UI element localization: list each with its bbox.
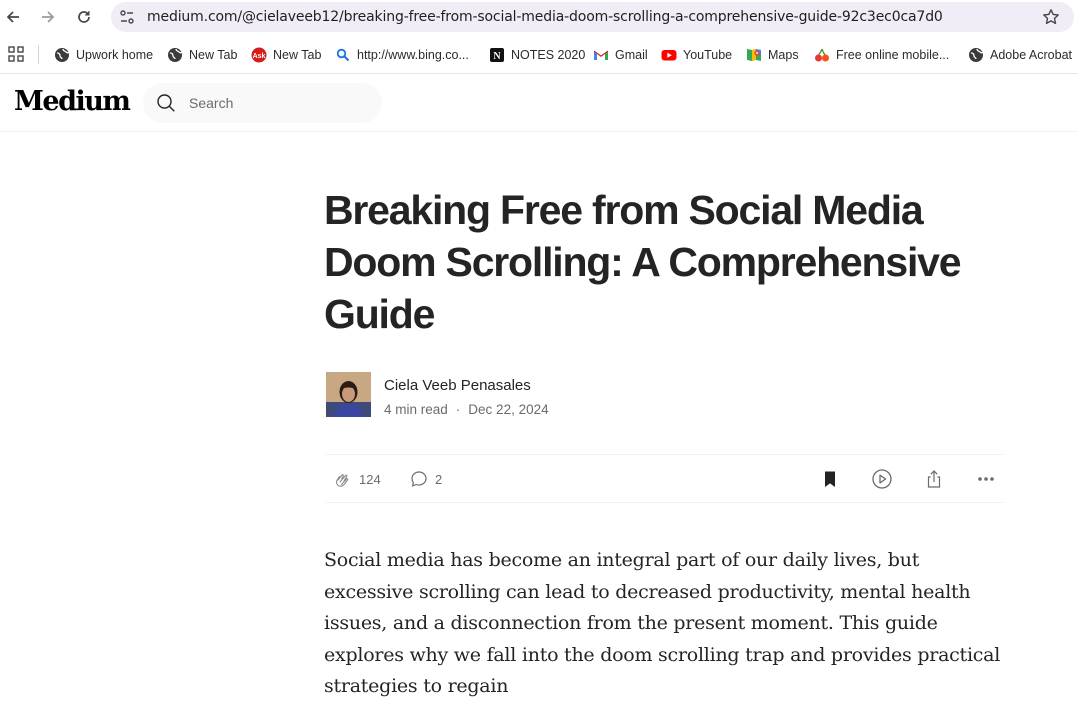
svg-text:N: N xyxy=(493,50,501,62)
bing-search-icon xyxy=(335,47,351,63)
reload-button[interactable] xyxy=(72,5,96,29)
search-box[interactable] xyxy=(143,83,382,123)
globe-icon xyxy=(54,47,70,63)
save-button[interactable] xyxy=(818,467,842,491)
medium-logo[interactable]: Medium xyxy=(14,86,130,117)
bookmark-icon xyxy=(818,467,842,491)
bookmark-maps[interactable]: Maps xyxy=(746,45,799,64)
maps-icon xyxy=(746,47,762,63)
clap-button[interactable] xyxy=(331,467,381,491)
read-time: 4 min read xyxy=(384,402,448,417)
globe-icon xyxy=(167,47,183,63)
bookmark-new-tab[interactable]: New Tab xyxy=(167,45,237,64)
author-avatar[interactable] xyxy=(326,372,371,417)
publish-date: Dec 22, 2024 xyxy=(468,402,549,417)
bookmark-adobe-acrobat[interactable]: Adobe Acrobat xyxy=(968,45,1072,64)
bookmark-youtube[interactable]: YouTube xyxy=(661,45,732,64)
responses-button[interactable] xyxy=(407,467,442,491)
reload-icon xyxy=(76,9,92,25)
article-paragraph: Social media has become an integral part of our daily lives, but excessive scrolling can lead to decreased productivity, mental health issues, and a disconnection from the present moment. This guide explores why we fall into the doom scrolling trap and provides practical strategies to regain xyxy=(324,549,1001,697)
bookmark-bing[interactable]: http://www.bing.co... xyxy=(335,45,469,64)
share-button[interactable] xyxy=(922,467,946,491)
article-action-bar xyxy=(325,454,1005,503)
ask-icon xyxy=(251,47,267,63)
more-horizontal-icon xyxy=(974,467,998,491)
author-name[interactable]: Ciela Veeb Penasales xyxy=(384,377,531,394)
more-options-button[interactable] xyxy=(974,467,998,491)
article-title: Breaking Free from Social Media Doom Scrolling: A Comprehensive Guide xyxy=(324,187,961,337)
browser-toolbar xyxy=(0,0,1078,35)
cherry-icon xyxy=(814,47,830,63)
youtube-icon xyxy=(661,47,677,63)
play-circle-icon xyxy=(870,467,894,491)
back-button[interactable] xyxy=(1,5,25,29)
search-icon xyxy=(156,93,176,113)
bookmark-gmail[interactable]: Gmail xyxy=(593,45,648,64)
bookmark-notes-2020[interactable]: N NOTES 2020 xyxy=(489,45,585,64)
forward-button[interactable] xyxy=(36,5,60,29)
address-bar[interactable] xyxy=(111,2,1074,32)
notion-icon xyxy=(489,47,505,63)
bookmark-star-icon[interactable] xyxy=(1042,8,1060,26)
responses-count: 2 xyxy=(435,471,443,487)
arrow-left-icon xyxy=(5,9,21,25)
site-header xyxy=(0,74,1078,132)
gmail-icon xyxy=(593,47,609,63)
svg-text:Ask: Ask xyxy=(252,52,266,60)
comment-icon xyxy=(407,467,431,491)
globe-icon xyxy=(968,47,984,63)
meta-separator: · xyxy=(455,402,461,417)
bookmark-new-tab-ask[interactable]: Ask New Tab xyxy=(252,47,322,62)
apps-grid-icon[interactable] xyxy=(8,46,24,62)
bookmark-free-online-mobile[interactable]: Free online mobile... xyxy=(814,45,949,64)
share-icon xyxy=(922,467,946,491)
search-input[interactable] xyxy=(189,93,369,113)
bookmarks-bar xyxy=(0,35,1078,74)
bookmarks-separator xyxy=(38,45,39,64)
article-meta xyxy=(384,402,549,417)
arrow-right-icon xyxy=(40,9,56,25)
clap-count: 124 xyxy=(359,471,381,487)
url-text[interactable]: medium.com/@cielaveeb12/breaking-free-from-social-media-doom-scrolling-a-comprehensive-guide-92c3ec0ca7d0 xyxy=(147,9,943,25)
listen-button[interactable] xyxy=(870,467,894,491)
clap-icon xyxy=(331,467,355,491)
site-settings-icon[interactable] xyxy=(119,9,135,25)
bookmark-upwork-home[interactable]: Upwork home xyxy=(54,45,153,64)
